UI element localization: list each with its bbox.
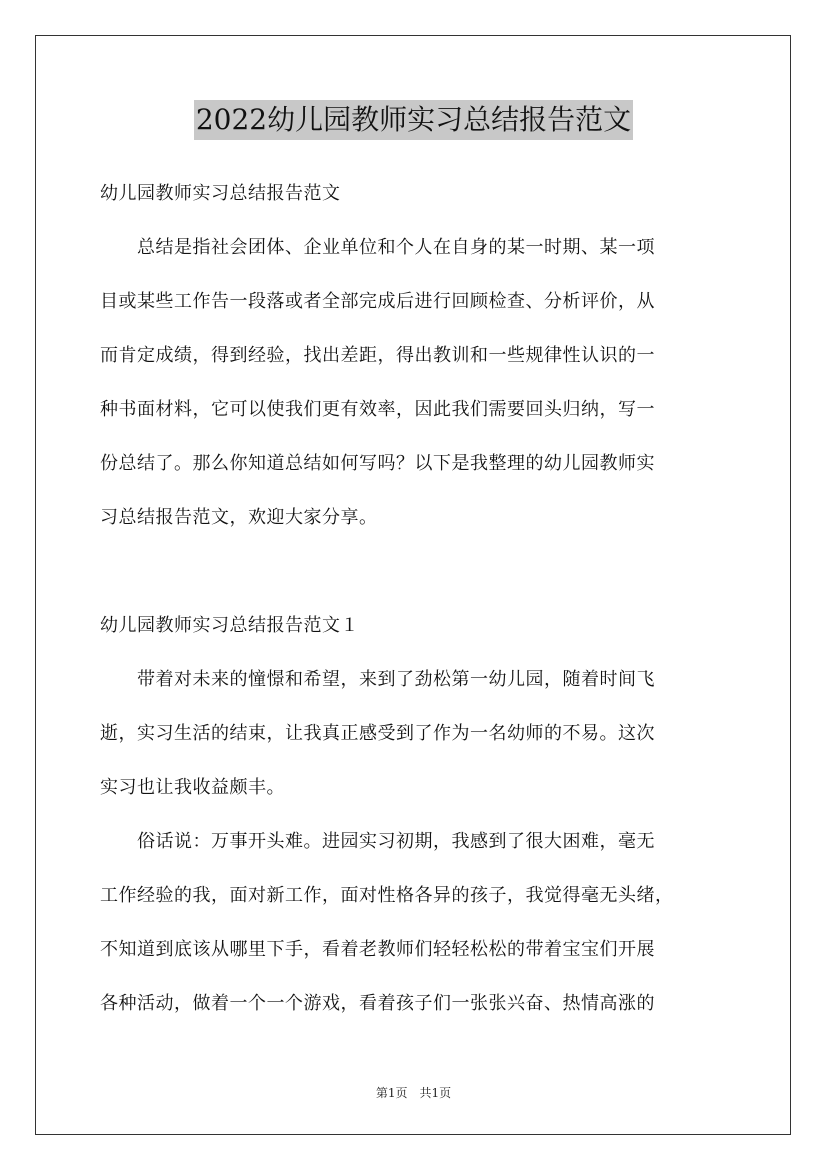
text-line: 种书面材料，它可以使我们更有效率，因此我们需要回头归纳，写一 xyxy=(100,399,655,420)
section-heading: 幼儿园教师实习总结报告范文１ xyxy=(100,615,359,636)
text-line: 带着对未来的憧憬和希望，来到了劲松第一幼儿园，随着时间飞 xyxy=(100,669,655,690)
text-line: 各种活动，做着一个一个游戏，看着孩子们一张张兴奋、热情高涨的 xyxy=(100,993,655,1014)
text-line: 幼儿园教师实习总结报告范文 xyxy=(100,183,341,204)
title-wrap xyxy=(0,100,827,140)
text-line: 份总结了。那么你知道总结如何写吗？以下是我整理的幼儿园教师实 xyxy=(100,453,655,474)
page-footer: 第1页 共1页 xyxy=(375,1086,452,1100)
text-line: 总结是指社会团体、企业单位和个人在自身的某一时期、某一项 xyxy=(100,237,655,258)
text-line: 习总结报告范文，欢迎大家分享。 xyxy=(100,507,378,528)
text-line: 而肯定成绩，得到经验，找出差距，得出教训和一些规律性认识的一 xyxy=(100,345,655,366)
text-line: 实习也让我收益颇丰。 xyxy=(100,777,285,798)
text-line: 工作经验的我，面对新工作，面对性格各异的孩子，我觉得毫无头绪， xyxy=(100,885,674,906)
text-line: 不知道到底该从哪里下手，看着老教师们轻轻松松的带着宝宝们开展 xyxy=(100,939,655,960)
document-title: 2022幼儿园教师实习总结报告范文 xyxy=(194,100,633,140)
text-line: 目或某些工作告一段落或者全部完成后进行回顾检查、分析评价，从 xyxy=(100,291,655,312)
text-line: 俗话说：万事开头难。进园实习初期，我感到了很大困难，毫无 xyxy=(100,831,655,852)
text-line: 逝，实习生活的结束，让我真正感受到了作为一名幼师的不易。这次 xyxy=(100,723,655,744)
